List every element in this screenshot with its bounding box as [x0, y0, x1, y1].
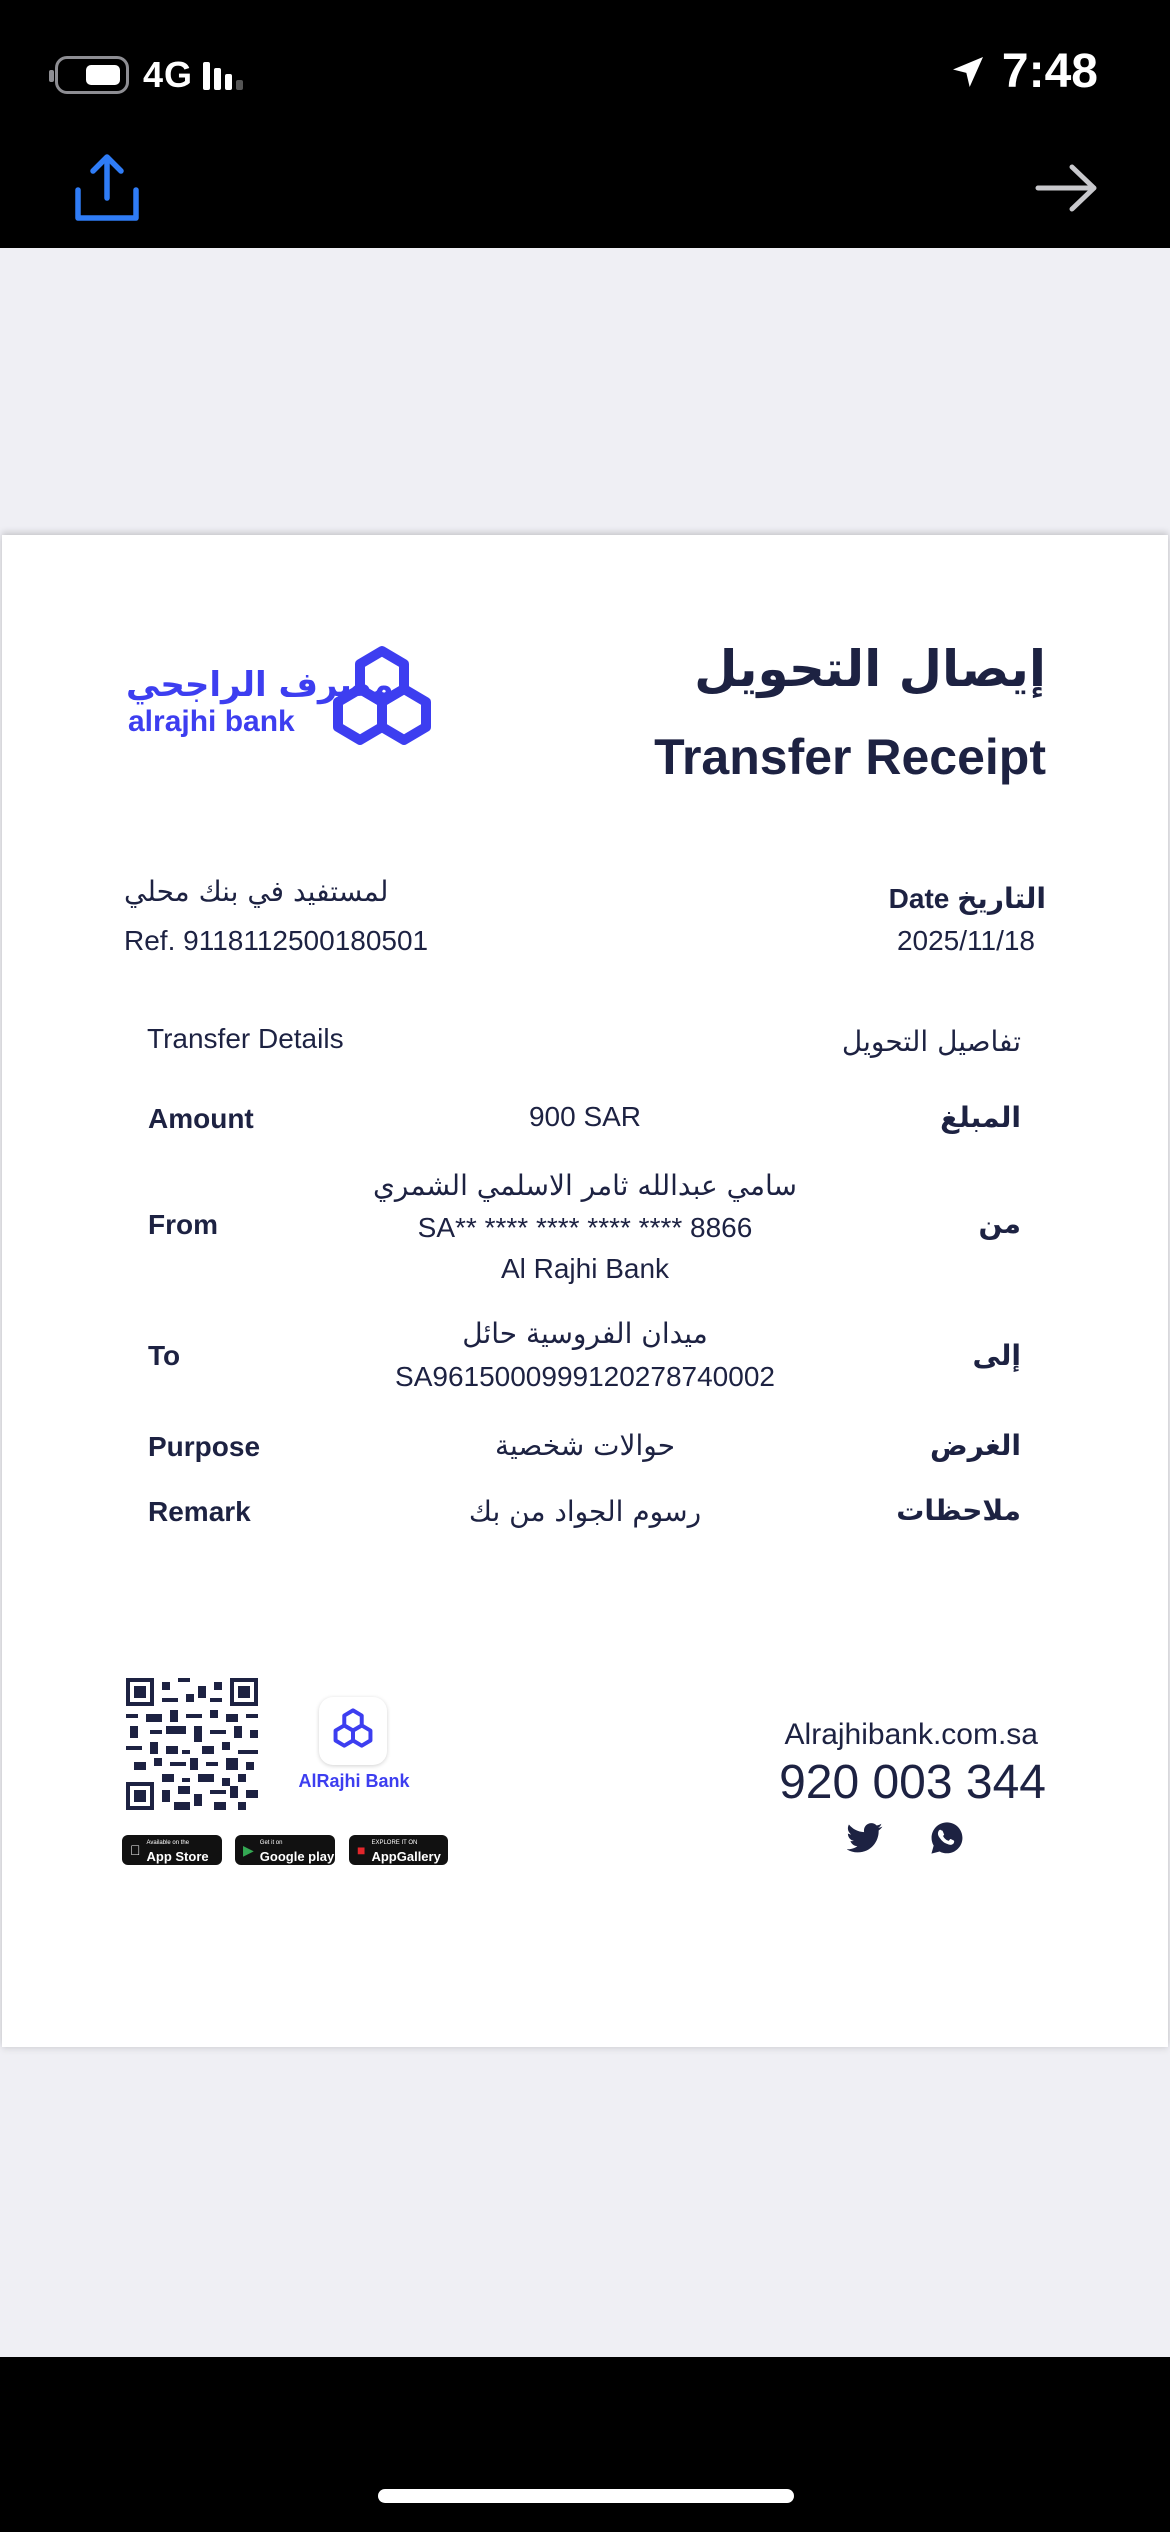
home-indicator[interactable]	[378, 2489, 794, 2503]
transfer-type: لمستفيد في بنك محلي	[124, 875, 389, 908]
alrajhi-app-icon	[329, 1708, 377, 1754]
website-link[interactable]: Alrajhibank.com.sa	[784, 1718, 1038, 1751]
to-iban: SA9615000999120278740002	[395, 1361, 775, 1392]
app-store-name: App Store	[136, 1849, 199, 1864]
title-english: Transfer Receipt	[654, 729, 1046, 785]
logo-arabic-text: مصرف الراجحي	[126, 665, 394, 705]
to-label-ar: إلى	[972, 1339, 1021, 1372]
details-title-english: Transfer Details	[147, 1023, 344, 1054]
google-play-small: Get it on	[259, 1840, 283, 1846]
remark-label-ar: ملاحظات	[896, 1494, 1021, 1527]
qr-code-icon	[126, 1678, 258, 1810]
huawei-icon: ■	[357, 1842, 366, 1858]
phone-number[interactable]: 920 003 344	[779, 1756, 1046, 1809]
from-label-ar: من	[978, 1207, 1021, 1240]
alrajhi-logo-icon	[322, 645, 442, 761]
home-bar	[0, 2357, 1170, 2532]
purpose-value: حوالات شخصية	[494, 1429, 676, 1462]
google-play-name: Google play	[259, 1849, 335, 1864]
nav-bar	[0, 148, 1170, 248]
date-label: Date التاريخ	[888, 883, 1046, 914]
from-name: سامي عبدالله ثامر الاسلمي الشمري	[373, 1169, 797, 1202]
title-arabic: إيصال التحويل	[694, 640, 1046, 698]
google-play-badge[interactable]	[235, 1835, 335, 1865]
to-label-en: To	[148, 1340, 181, 1371]
details-title-arabic: تفاصيل التحويل	[841, 1025, 1021, 1058]
share-button[interactable]	[72, 152, 142, 224]
forward-button[interactable]	[1034, 162, 1100, 214]
amount-value: 900 SAR	[528, 1101, 642, 1132]
app-gallery-badge[interactable]	[349, 1835, 448, 1865]
apple-icon	[130, 1842, 141, 1858]
amount-label-ar: المبلغ	[940, 1101, 1021, 1134]
amount-label-en: Amount	[148, 1103, 254, 1134]
status-left	[55, 54, 243, 96]
purpose-label-en: Purpose	[148, 1431, 261, 1462]
from-label-en: From	[148, 1209, 218, 1240]
app-store-badge[interactable]	[122, 1835, 222, 1865]
whatsapp-icon[interactable]	[930, 1821, 964, 1855]
reference-number: Ref. 9118112500180501	[124, 925, 429, 956]
date-value: 2025/11/18	[896, 925, 1035, 956]
status-right	[948, 44, 1098, 99]
app-store-small: Available on the	[136, 1840, 179, 1846]
share-icon	[72, 152, 142, 224]
bank-logo	[122, 645, 452, 765]
signal-icon	[203, 60, 243, 90]
from-bank: Al Rajhi Bank	[500, 1253, 670, 1284]
receipt-card	[2, 535, 1168, 2047]
network-type: 4G	[143, 54, 194, 95]
from-account: SA** **** **** **** **** 8866	[417, 1212, 753, 1243]
app-gallery-small: EXPLORE IT ON	[371, 1840, 418, 1846]
to-name: ميدان الفروسية حائل	[462, 1317, 708, 1350]
remark-value: رسوم الجواد من بك	[468, 1495, 702, 1528]
clock: 7:48	[1001, 45, 1098, 98]
play-icon: ▶	[243, 1841, 254, 1858]
app-name: AlRajhi Bank	[298, 1771, 410, 1791]
purpose-label-ar: الغرض	[930, 1429, 1021, 1462]
status-bar	[0, 0, 1170, 148]
arrow-right-icon	[1034, 162, 1100, 214]
twitter-icon[interactable]	[847, 1822, 883, 1854]
battery-icon	[55, 56, 129, 94]
app-logo[interactable]	[319, 1697, 387, 1765]
remark-label-en: Remark	[148, 1496, 251, 1527]
logo-english-text: alrajhi bank	[128, 705, 295, 738]
app-gallery-name: AppGallery	[371, 1849, 441, 1864]
location-arrow-icon	[948, 52, 988, 92]
